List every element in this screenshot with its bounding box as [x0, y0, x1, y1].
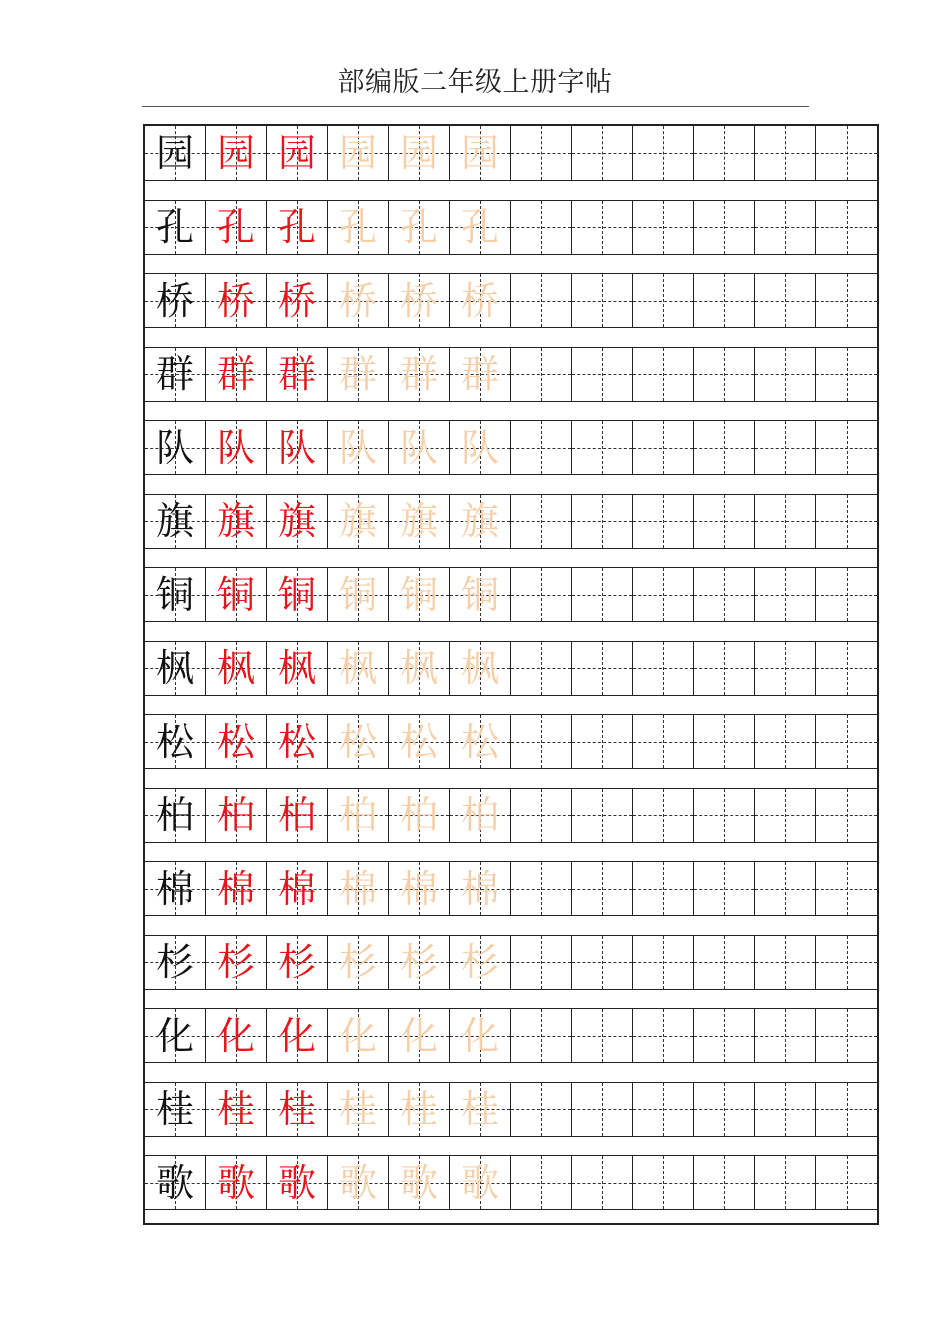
empty-writing-cell [816, 495, 877, 548]
model-character: 歌 [155, 1160, 194, 1205]
empty-writing-cell [572, 715, 633, 768]
empty-writing-cell [572, 421, 633, 474]
empty-writing-cell [633, 936, 694, 989]
trace-character: 枫 [399, 646, 438, 690]
model-character: 桂 [155, 1087, 194, 1131]
empty-writing-cell [572, 642, 633, 695]
trace-character: 柏 [460, 793, 499, 837]
empty-writing-cell [511, 1009, 572, 1062]
empty-writing-cell [572, 862, 633, 915]
empty-writing-cell [633, 789, 694, 842]
trace-char-cell [328, 862, 389, 915]
trace-character: 队 [338, 425, 377, 470]
trace-char-cell [389, 126, 450, 180]
empty-writing-cell [511, 348, 572, 401]
practice-row [145, 714, 877, 769]
trace-character: 桥 [338, 278, 377, 323]
empty-writing-cell [694, 126, 755, 180]
trace-char-cell [389, 1156, 450, 1209]
trace-character: 铜 [338, 572, 377, 617]
model-char-cell [145, 1156, 206, 1209]
model-char-cell [145, 126, 206, 180]
model-char-cell [145, 1083, 206, 1136]
red-copy-character: 棉 [216, 866, 255, 911]
red-char-cell [206, 642, 267, 695]
model-char-cell [145, 789, 206, 842]
empty-writing-cell [755, 568, 816, 621]
red-copy-character: 群 [216, 352, 255, 396]
trace-char-cell [389, 715, 450, 768]
red-copy-character: 柏 [216, 793, 255, 837]
trace-char-cell [450, 715, 511, 768]
trace-char-cell [328, 936, 389, 989]
trace-character: 棉 [338, 866, 377, 911]
red-copy-character: 歌 [277, 1160, 316, 1205]
red-char-cell [267, 715, 328, 768]
model-character: 杉 [155, 940, 194, 984]
practice-row [145, 1155, 877, 1210]
red-char-cell [206, 421, 267, 474]
trace-character: 群 [460, 352, 499, 396]
red-char-cell [267, 495, 328, 548]
trace-char-cell [389, 789, 450, 842]
red-copy-character: 枫 [216, 646, 255, 690]
trace-char-cell [450, 201, 511, 254]
trace-character: 桂 [399, 1087, 438, 1131]
trace-character: 柏 [338, 793, 377, 837]
empty-writing-cell [816, 126, 877, 180]
model-char-cell [145, 936, 206, 989]
empty-writing-cell [572, 495, 633, 548]
empty-writing-cell [755, 421, 816, 474]
empty-writing-cell [694, 936, 755, 989]
empty-writing-cell [816, 201, 877, 254]
empty-writing-cell [816, 789, 877, 842]
red-copy-character: 队 [216, 425, 255, 470]
red-char-cell [267, 201, 328, 254]
trace-char-cell [389, 1083, 450, 1136]
red-char-cell [267, 421, 328, 474]
trace-character: 旗 [399, 499, 438, 543]
red-char-cell [206, 348, 267, 401]
trace-character: 桂 [460, 1087, 499, 1131]
empty-writing-cell [633, 274, 694, 327]
empty-writing-cell [511, 568, 572, 621]
red-copy-character: 队 [277, 425, 316, 470]
red-copy-character: 旗 [216, 499, 255, 543]
trace-character: 棉 [460, 866, 499, 911]
trace-character: 旗 [338, 499, 377, 543]
red-copy-character: 柏 [277, 793, 316, 837]
red-copy-character: 铜 [277, 572, 316, 617]
empty-writing-cell [755, 495, 816, 548]
red-char-cell [267, 348, 328, 401]
red-copy-character: 杉 [216, 940, 255, 984]
trace-character: 歌 [399, 1160, 438, 1205]
red-copy-character: 桂 [277, 1087, 316, 1131]
trace-character: 铜 [460, 572, 499, 617]
empty-writing-cell [816, 1156, 877, 1209]
trace-char-cell [450, 348, 511, 401]
trace-char-cell [450, 1083, 511, 1136]
trace-character: 歌 [338, 1160, 377, 1205]
empty-writing-cell [633, 495, 694, 548]
trace-character: 柏 [399, 793, 438, 837]
practice-row [145, 567, 877, 622]
empty-writing-cell [694, 642, 755, 695]
model-character: 队 [155, 425, 194, 470]
model-char-cell [145, 568, 206, 621]
red-char-cell [206, 274, 267, 327]
red-copy-character: 枫 [277, 646, 316, 690]
red-char-cell [206, 201, 267, 254]
trace-char-cell [389, 274, 450, 327]
empty-writing-cell [816, 936, 877, 989]
trace-character: 棉 [399, 866, 438, 911]
red-char-cell [206, 715, 267, 768]
trace-character: 杉 [338, 940, 377, 984]
red-char-cell [267, 1083, 328, 1136]
model-char-cell [145, 201, 206, 254]
trace-char-cell [328, 495, 389, 548]
empty-writing-cell [511, 862, 572, 915]
empty-writing-cell [694, 1009, 755, 1062]
red-char-cell [267, 126, 328, 180]
model-character: 铜 [155, 572, 194, 617]
trace-char-cell [328, 1083, 389, 1136]
model-char-cell [145, 421, 206, 474]
empty-writing-cell [694, 421, 755, 474]
trace-char-cell [328, 421, 389, 474]
trace-character: 桂 [338, 1087, 377, 1131]
model-character: 棉 [155, 866, 194, 911]
red-char-cell [267, 862, 328, 915]
empty-writing-cell [694, 274, 755, 327]
trace-character: 杉 [399, 940, 438, 984]
trace-character: 桥 [460, 278, 499, 323]
trace-char-cell [328, 201, 389, 254]
empty-writing-cell [511, 274, 572, 327]
trace-char-cell [328, 789, 389, 842]
red-char-cell [267, 274, 328, 327]
empty-writing-cell [694, 862, 755, 915]
trace-char-cell [389, 642, 450, 695]
empty-writing-cell [694, 495, 755, 548]
trace-char-cell [450, 1009, 511, 1062]
empty-writing-cell [755, 862, 816, 915]
empty-writing-cell [572, 1009, 633, 1062]
practice-row [145, 1008, 877, 1063]
empty-writing-cell [816, 1009, 877, 1062]
red-char-cell [267, 1009, 328, 1062]
empty-writing-cell [755, 126, 816, 180]
trace-char-cell [328, 568, 389, 621]
practice-row [145, 200, 877, 255]
practice-row [145, 641, 877, 696]
empty-writing-cell [511, 495, 572, 548]
trace-character: 化 [460, 1013, 499, 1058]
practice-row [145, 1082, 877, 1137]
red-char-cell [206, 495, 267, 548]
red-copy-character: 园 [216, 131, 255, 175]
empty-writing-cell [816, 642, 877, 695]
empty-writing-cell [755, 201, 816, 254]
trace-char-cell [389, 862, 450, 915]
red-char-cell [267, 789, 328, 842]
trace-char-cell [389, 936, 450, 989]
empty-writing-cell [511, 789, 572, 842]
model-char-cell [145, 862, 206, 915]
trace-char-cell [450, 568, 511, 621]
red-copy-character: 孔 [277, 205, 316, 249]
empty-writing-cell [511, 642, 572, 695]
trace-char-cell [450, 862, 511, 915]
empty-writing-cell [572, 126, 633, 180]
trace-char-cell [450, 1156, 511, 1209]
trace-char-cell [389, 421, 450, 474]
trace-character: 队 [399, 425, 438, 470]
empty-writing-cell [755, 348, 816, 401]
red-copy-character: 园 [277, 131, 316, 175]
empty-writing-cell [694, 348, 755, 401]
trace-character: 队 [460, 425, 499, 470]
trace-char-cell [328, 274, 389, 327]
empty-writing-cell [633, 1156, 694, 1209]
empty-writing-cell [755, 715, 816, 768]
practice-row [145, 935, 877, 990]
red-char-cell [206, 789, 267, 842]
empty-writing-cell [572, 568, 633, 621]
model-char-cell [145, 1009, 206, 1062]
model-character: 化 [155, 1013, 194, 1058]
trace-character: 园 [460, 131, 499, 175]
empty-writing-cell [694, 1156, 755, 1209]
trace-character: 松 [399, 719, 438, 764]
red-char-cell [267, 936, 328, 989]
red-copy-character: 桂 [216, 1087, 255, 1131]
model-character: 枫 [155, 646, 194, 690]
empty-writing-cell [633, 715, 694, 768]
model-character: 园 [155, 131, 194, 175]
empty-writing-cell [633, 201, 694, 254]
model-char-cell [145, 274, 206, 327]
trace-char-cell [328, 1009, 389, 1062]
trace-character: 松 [460, 719, 499, 764]
practice-row [145, 126, 877, 181]
trace-char-cell [389, 568, 450, 621]
trace-char-cell [328, 642, 389, 695]
practice-row [145, 861, 877, 916]
model-char-cell [145, 348, 206, 401]
red-copy-character: 群 [277, 352, 316, 396]
empty-writing-cell [755, 1083, 816, 1136]
trace-char-cell [450, 421, 511, 474]
trace-char-cell [389, 348, 450, 401]
model-char-cell [145, 495, 206, 548]
trace-char-cell [389, 1009, 450, 1062]
empty-writing-cell [694, 789, 755, 842]
trace-character: 枫 [338, 646, 377, 690]
practice-row [145, 273, 877, 328]
empty-writing-cell [511, 936, 572, 989]
trace-char-cell [389, 201, 450, 254]
practice-row [145, 347, 877, 402]
trace-char-cell [328, 1156, 389, 1209]
red-char-cell [267, 1156, 328, 1209]
trace-char-cell [450, 642, 511, 695]
empty-writing-cell [633, 862, 694, 915]
empty-writing-cell [816, 421, 877, 474]
red-copy-character: 桥 [277, 278, 316, 323]
trace-character: 枫 [460, 646, 499, 690]
empty-writing-cell [816, 715, 877, 768]
empty-writing-cell [755, 1009, 816, 1062]
trace-char-cell [450, 789, 511, 842]
model-character: 松 [155, 719, 194, 764]
red-char-cell [206, 936, 267, 989]
empty-writing-cell [633, 568, 694, 621]
trace-character: 化 [399, 1013, 438, 1058]
trace-character: 园 [338, 131, 377, 175]
model-character: 孔 [155, 205, 194, 249]
trace-char-cell [450, 495, 511, 548]
trace-char-cell [450, 274, 511, 327]
empty-writing-cell [511, 715, 572, 768]
empty-writing-cell [511, 126, 572, 180]
red-char-cell [206, 862, 267, 915]
red-copy-character: 松 [277, 719, 316, 764]
empty-writing-cell [755, 789, 816, 842]
practice-row [145, 494, 877, 549]
model-char-cell [145, 642, 206, 695]
red-char-cell [206, 568, 267, 621]
trace-character: 杉 [460, 940, 499, 984]
empty-writing-cell [816, 274, 877, 327]
red-copy-character: 孔 [216, 205, 255, 249]
trace-character: 桥 [399, 278, 438, 323]
empty-writing-cell [633, 421, 694, 474]
red-char-cell [267, 568, 328, 621]
model-character: 桥 [155, 278, 194, 323]
empty-writing-cell [572, 936, 633, 989]
empty-writing-cell [816, 348, 877, 401]
title-underline [142, 106, 809, 107]
trace-character: 群 [399, 352, 438, 396]
empty-writing-cell [572, 274, 633, 327]
empty-writing-cell [633, 1009, 694, 1062]
empty-writing-cell [694, 1083, 755, 1136]
trace-char-cell [450, 126, 511, 180]
trace-char-cell [328, 715, 389, 768]
red-copy-character: 桥 [216, 278, 255, 323]
red-char-cell [267, 642, 328, 695]
red-copy-character: 杉 [277, 940, 316, 984]
red-copy-character: 松 [216, 719, 255, 764]
red-char-cell [206, 1009, 267, 1062]
red-copy-character: 铜 [216, 572, 255, 617]
red-copy-character: 化 [277, 1013, 316, 1058]
trace-character: 群 [338, 352, 377, 396]
model-character: 柏 [155, 793, 194, 837]
empty-writing-cell [816, 862, 877, 915]
red-char-cell [206, 1156, 267, 1209]
empty-writing-cell [572, 789, 633, 842]
empty-writing-cell [816, 568, 877, 621]
empty-writing-cell [816, 1083, 877, 1136]
red-char-cell [206, 1083, 267, 1136]
red-copy-character: 歌 [216, 1160, 255, 1205]
empty-writing-cell [755, 1156, 816, 1209]
empty-writing-cell [633, 642, 694, 695]
empty-writing-cell [572, 348, 633, 401]
empty-writing-cell [633, 126, 694, 180]
red-copy-character: 旗 [277, 499, 316, 543]
red-copy-character: 化 [216, 1013, 255, 1058]
empty-writing-cell [511, 1156, 572, 1209]
empty-writing-cell [572, 1156, 633, 1209]
model-char-cell [145, 715, 206, 768]
empty-writing-cell [694, 568, 755, 621]
empty-writing-cell [755, 274, 816, 327]
empty-writing-cell [694, 715, 755, 768]
trace-character: 孔 [338, 205, 377, 249]
trace-character: 园 [399, 131, 438, 175]
empty-writing-cell [755, 642, 816, 695]
practice-grid [143, 124, 879, 1225]
trace-character: 孔 [399, 205, 438, 249]
red-copy-character: 棉 [277, 866, 316, 911]
red-char-cell [206, 126, 267, 180]
trace-character: 松 [338, 719, 377, 764]
trace-char-cell [328, 348, 389, 401]
empty-writing-cell [572, 201, 633, 254]
empty-writing-cell [694, 201, 755, 254]
trace-char-cell [389, 495, 450, 548]
model-character: 群 [155, 352, 194, 396]
trace-char-cell [450, 936, 511, 989]
empty-writing-cell [511, 1083, 572, 1136]
empty-writing-cell [511, 201, 572, 254]
empty-writing-cell [511, 421, 572, 474]
model-character: 旗 [155, 499, 194, 543]
trace-char-cell [328, 126, 389, 180]
practice-row [145, 788, 877, 843]
trace-character: 旗 [460, 499, 499, 543]
empty-writing-cell [633, 1083, 694, 1136]
empty-writing-cell [755, 936, 816, 989]
empty-writing-cell [633, 348, 694, 401]
page-title: 部编版二年级上册字帖 [337, 67, 613, 98]
trace-character: 歌 [460, 1160, 499, 1205]
trace-character: 铜 [399, 572, 438, 617]
empty-writing-cell [572, 1083, 633, 1136]
practice-row [145, 420, 877, 475]
trace-character: 孔 [460, 205, 499, 249]
trace-character: 化 [338, 1013, 377, 1058]
